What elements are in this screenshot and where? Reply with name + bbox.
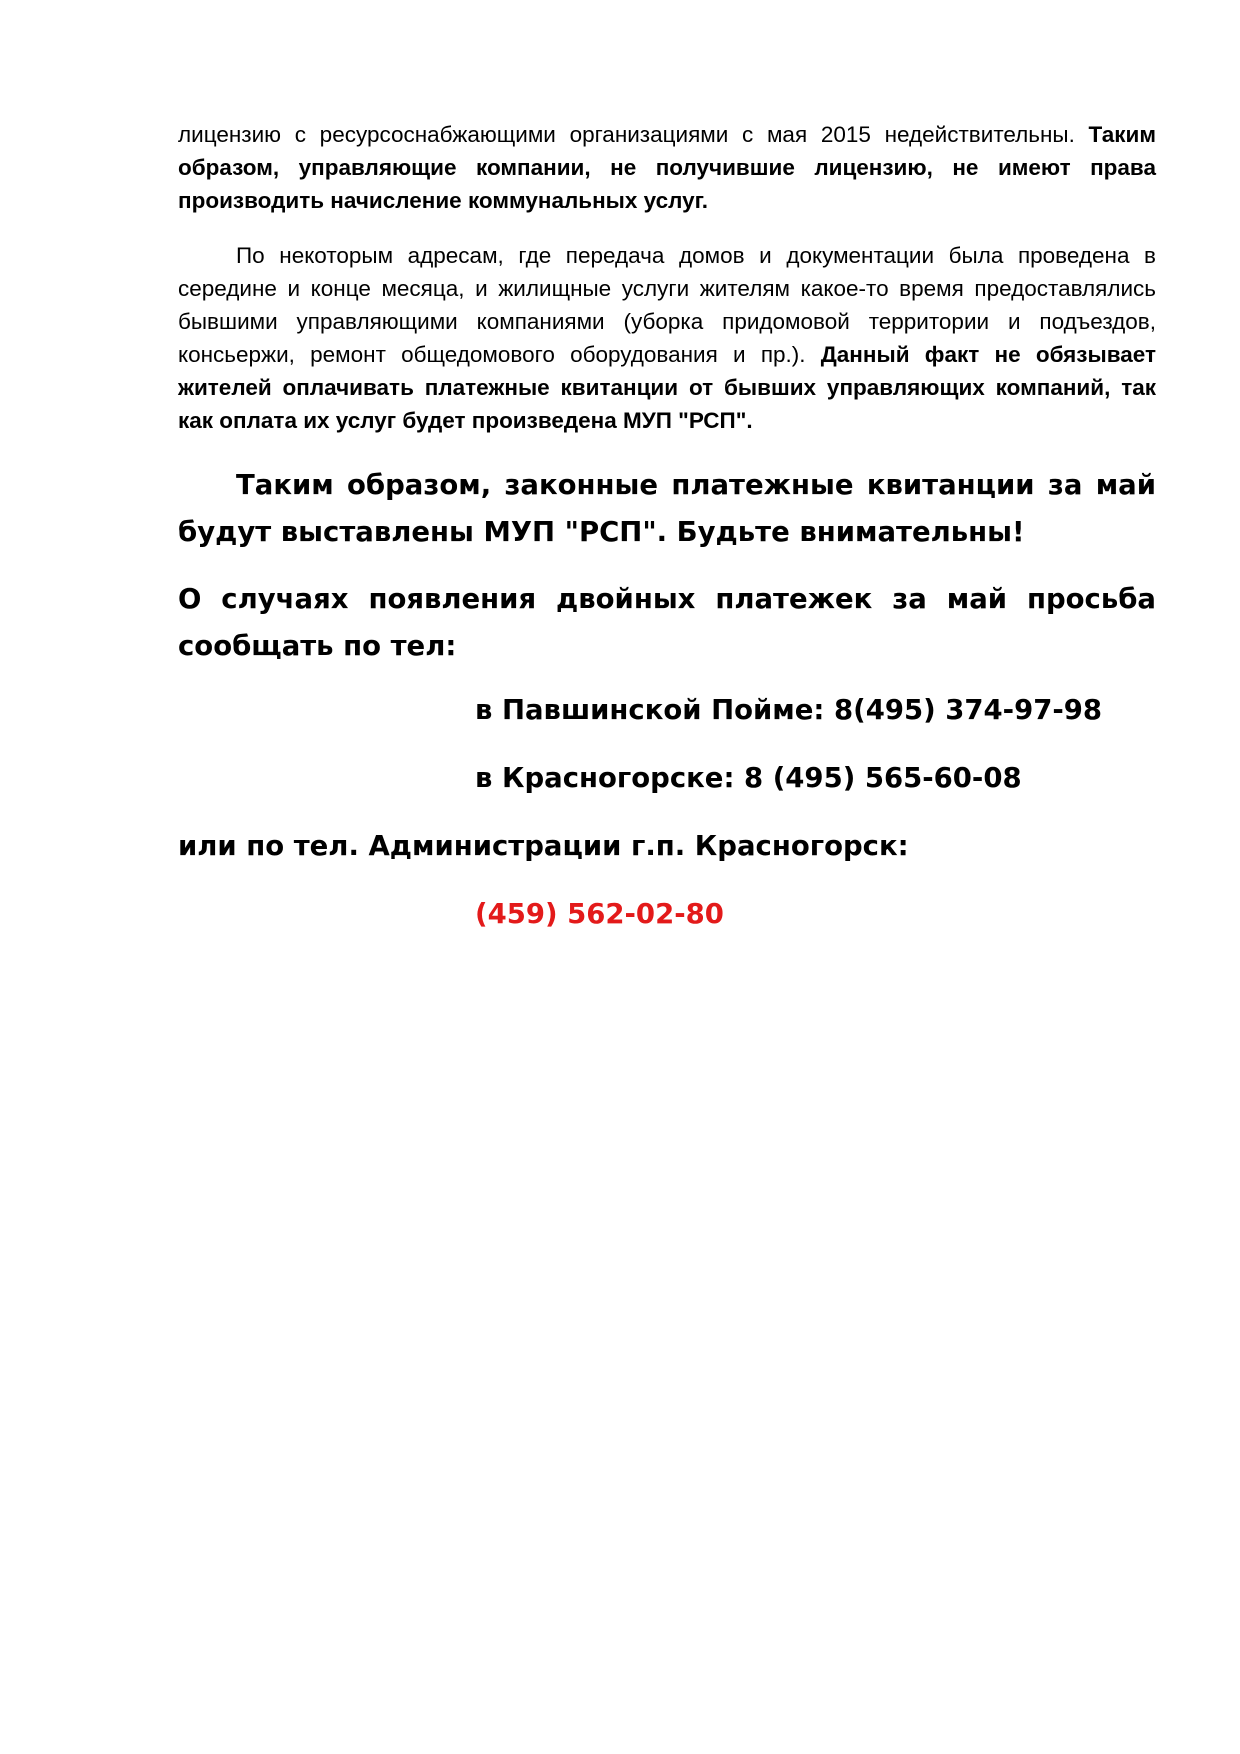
- paragraph-license-normal: лицензию с ресурсоснабжающими организациями с мая 2015 недействительны.: [178, 122, 1075, 147]
- paragraph-addresses-bold: Данный факт не обязывает жителей оплачивать платежные квитанции от бывших управляющих компаний, так как оплата их услуг будет произведена МУП "РСП".: [178, 342, 1156, 433]
- notice-heading: Таким образом, законные платежные квитанции за май будут выставлены МУП "РСП". Будьте внимательны!: [178, 469, 1156, 548]
- paragraph-addresses-normal: По некоторым адресам, где передача домов и документации была проведена в середине и конце месяца, и жилищные услуги жителям какое-то время предоставлялись бывшими управляющими компаниями (уборка придомовой территории и подъездов, консьержи, ремонт общедомового оборудования и пр.).: [178, 243, 1156, 367]
- phone-krasnogorsk: в Красногорске: 8 (495) 565-60-08: [475, 762, 1022, 794]
- report-request: О случаях появления двойных платежек за май просьба сообщать по тел:: [178, 583, 1156, 662]
- admin-label: или по тел. Администрации г.п. Красногорск:: [178, 830, 909, 862]
- admin-phone: (459) 562-02-80: [475, 898, 724, 930]
- document-page: [178, 118, 1156, 934]
- paragraph-license: [178, 118, 1156, 217]
- paragraph-license-bold: Таким образом, управляющие компании, не получившие лицензию, не имеют права производить начисление коммунальных услуг.: [178, 122, 1156, 213]
- paragraph-addresses: [178, 239, 1156, 437]
- phone-pavshino: в Павшинской Пойме: 8(495) 374-97-98: [475, 694, 1103, 726]
